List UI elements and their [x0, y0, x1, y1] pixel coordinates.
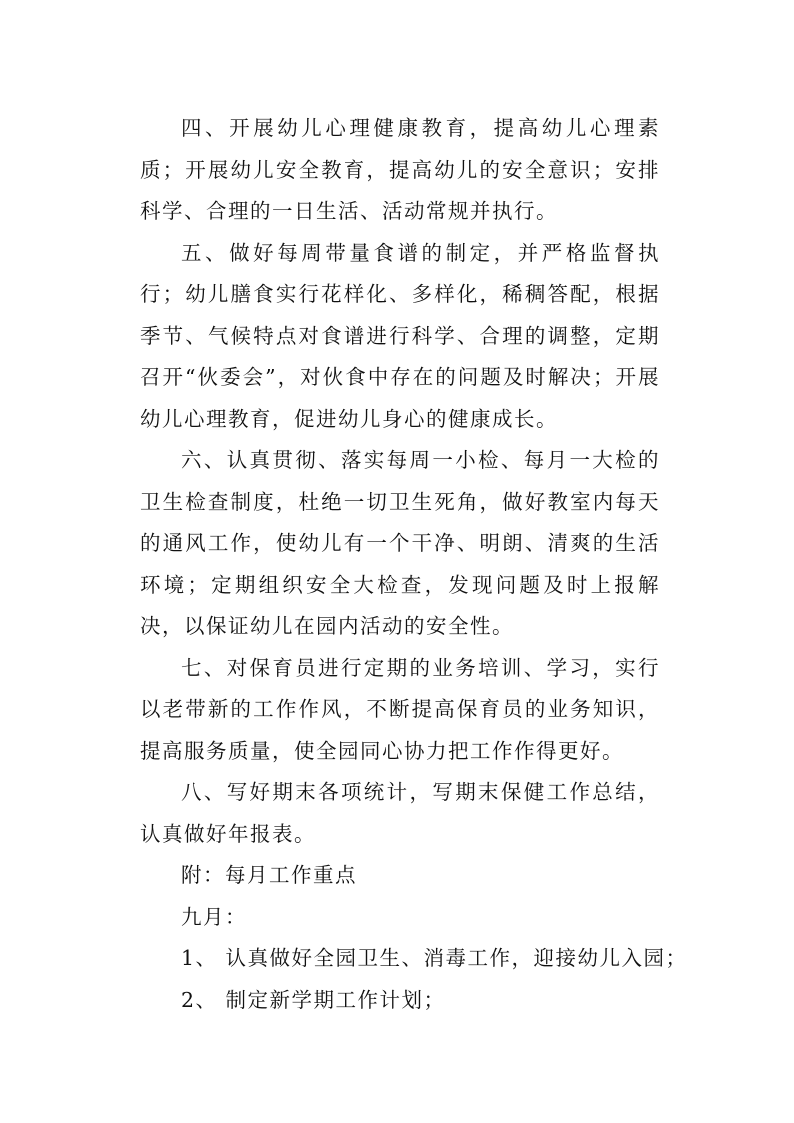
paragraph-6: 六、认真贯彻、落实每周一小检、每月一大检的卫生检查制度，杜绝一切卫生死角，做好教室内每天的通风工作，使幼儿有一个干净、明朗、清爽的生活环境；定期组织安全大检查，发现问题及时上报解决，以保证幼儿在园内活动的安全性。: [140, 448, 660, 638]
list-item: 1、 认真做好全园卫生、消毒工作，迎接幼儿入园；: [181, 946, 688, 970]
paragraph-5: 五、做好每周带量食谱的制定，并严格监督执行；幼儿膳食实行花样化、多样化，稀稠答配，根据季节、气候特点对食谱进行科学、合理的调整，定期召开“伙委会”，对伙食中存在的问题及时解决；开展幼儿心理教育，促进幼儿身心的健康成长。: [140, 240, 660, 431]
paragraph-4: 四、开展幼儿心理健康教育，提高幼儿心理素质；开展幼儿安全教育，提高幼儿的安全意识；安排科学、合理的一日生活、活动常规并执行。: [140, 116, 660, 223]
document-body: [140, 108, 688, 1021]
month-heading: 九月：: [181, 904, 247, 929]
paragraph-7: 七、对保育员进行定期的业务培训、学习，实行以老带新的工作作风，不断提高保育员的业务知识，提高服务质量，使全园同心协力把工作作得更好。: [140, 655, 660, 763]
appendix-title: 附：每月工作重点: [181, 863, 357, 887]
paragraph-8: 八、写好期末各项统计，写期末保健工作总结，认真做好年报表。: [140, 780, 660, 846]
list-item: 2、 制定新学期工作计划；: [181, 987, 446, 1012]
